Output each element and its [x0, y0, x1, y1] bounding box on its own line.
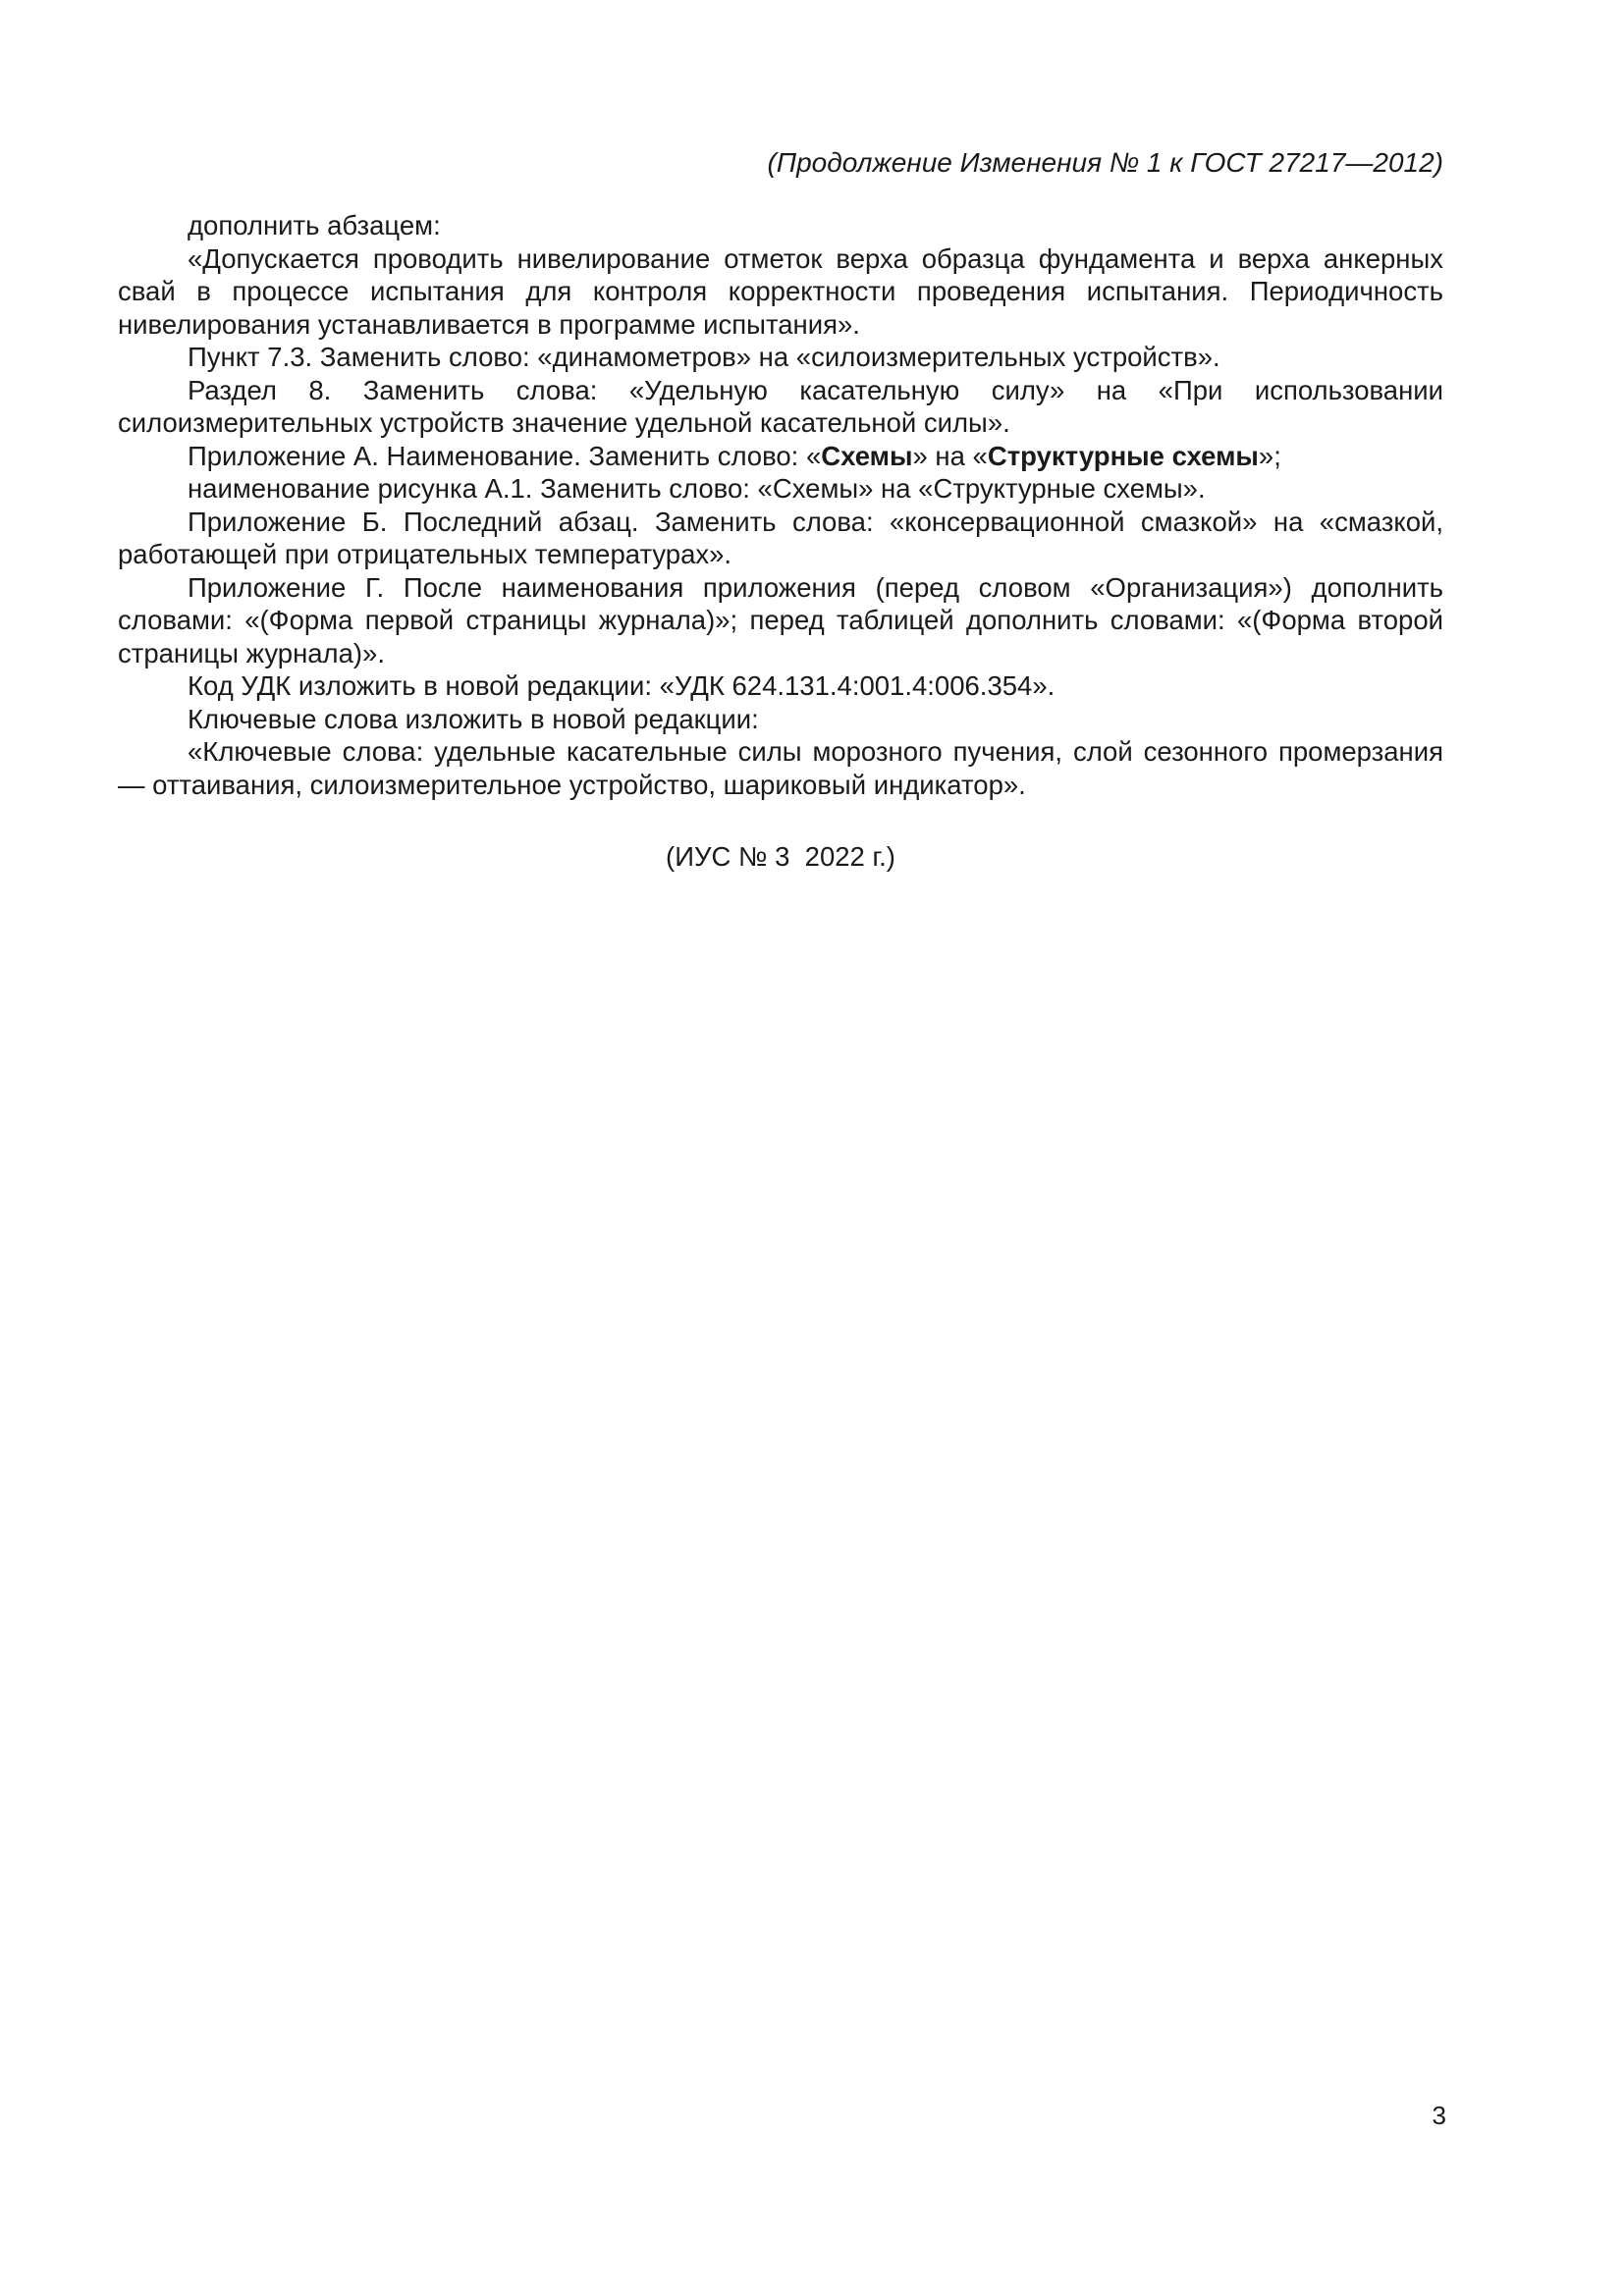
paragraph: Приложение Г. После наименования приложения (перед словом «Организация») дополнить словами: «(Форма первой страницы журнала)»; перед таблицей дополнить словами: «(Форма второй страницы журнала)».	[118, 571, 1443, 668]
running-header: (Продолжение Изменения № 1 к ГОСТ 27217—2012)	[767, 147, 1443, 178]
page-number: 3	[1432, 2101, 1446, 2130]
text-fragment: »;	[1258, 440, 1281, 471]
bold-old-word: Схемы	[821, 440, 913, 471]
paragraph: дополнить абзацем:	[188, 210, 441, 240]
paragraph: Раздел 8. Заменить слова: «Удельную касательную силу» на «При использовании силоизмерительных устройств значение удельной касательной силы».	[118, 374, 1443, 438]
paragraph: Пункт 7.3. Заменить слово: «динамометров» на «силоизмерительных устройств».	[188, 342, 1220, 372]
paragraph: наименование рисунка А.1. Заменить слово: «Схемы» на «Структурные схемы».	[188, 473, 1206, 504]
paragraph: Приложение Б. Последний абзац. Заменить слова: «консервационной смазкой» на «смазкой, работающей при отрицательных температурах».	[118, 506, 1443, 569]
paragraph-appendix-a	[118, 440, 1443, 473]
paragraph: «Ключевые слова: удельные касательные силы морозного пучения, слой сезонного промерзания — оттаивания, силоизмерительное устройство, шариковый индикатор».	[118, 736, 1443, 800]
text-fragment: » на «	[912, 440, 988, 471]
paragraph: «Допускается проводить нивелирование отметок верха образца фундамента и верха анкерных свай в процессе испытания для контроля корректности проведения испытания. Периодичность нивелирования устанавливается в программе испытания».	[118, 242, 1443, 340]
paragraph: Ключевые слова изложить в новой редакции:	[188, 703, 759, 734]
bold-new-word: Структурные схемы	[987, 440, 1259, 471]
paragraph: Код УДК изложить в новой редакции: «УДК 624.131.4:001.4:006.354».	[188, 670, 1056, 701]
ius-reference: (ИУС № 3 2022 г.)	[666, 841, 895, 872]
document-body	[118, 209, 1443, 801]
text-fragment: Приложение А. Наименование. Заменить слово: «	[188, 440, 822, 471]
